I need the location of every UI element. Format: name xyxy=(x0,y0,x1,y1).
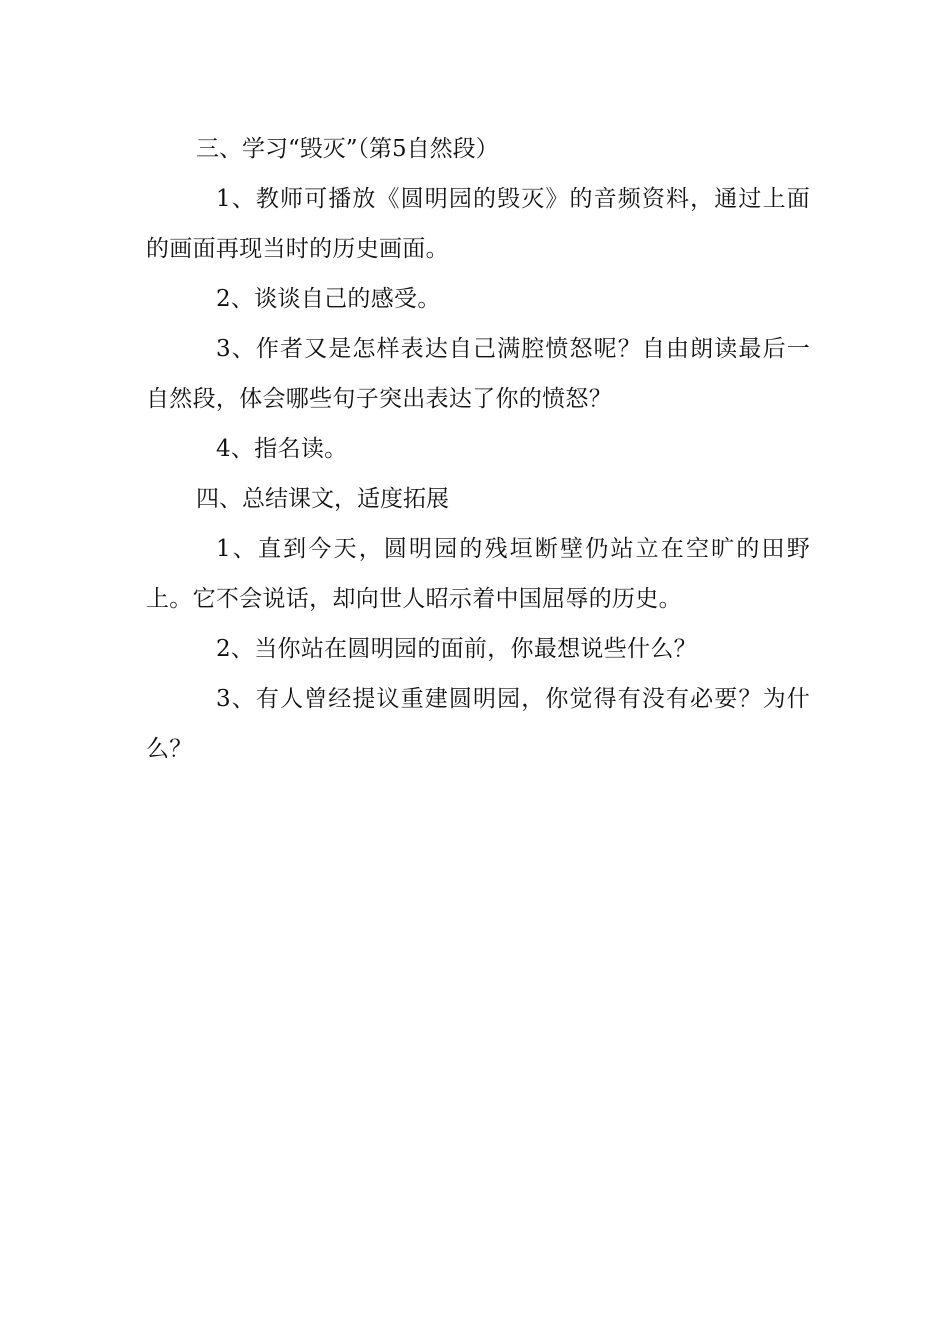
section-4-heading: 四、总结课文，适度拓展 xyxy=(196,486,449,512)
section-3-item-3: 3、作者又是怎样表达自己满腔愤怒呢？自由朗读最后一自然段，体会哪些句子突出表达了你的愤怒？ xyxy=(146,336,810,412)
section-3-heading: 三、学习“毁灭”（第5自然段） xyxy=(196,136,499,162)
section-4-item-2: 2、当你站在圆明园的面前，你最想说些什么？ xyxy=(216,636,697,662)
section-3-item-1: 1、教师可播放《圆明园的毁灭》的音频资料，通过上面的画面再现当时的历史画面。 xyxy=(146,186,810,262)
section-4-item-1: 1、直到今天，圆明园的残垣断壁仍站立在空旷的田野上。它不会说话，却向世人昭示着中国屈辱的历史。 xyxy=(146,536,810,612)
section-3-item-4: 4、指名读。 xyxy=(216,436,348,462)
section-4-item-3: 3、有人曾经提议重建圆明园，你觉得有没有必要？为什么？ xyxy=(146,686,810,762)
document-body xyxy=(146,124,810,774)
section-3-item-2: 2、谈谈自己的感受。 xyxy=(216,286,441,312)
